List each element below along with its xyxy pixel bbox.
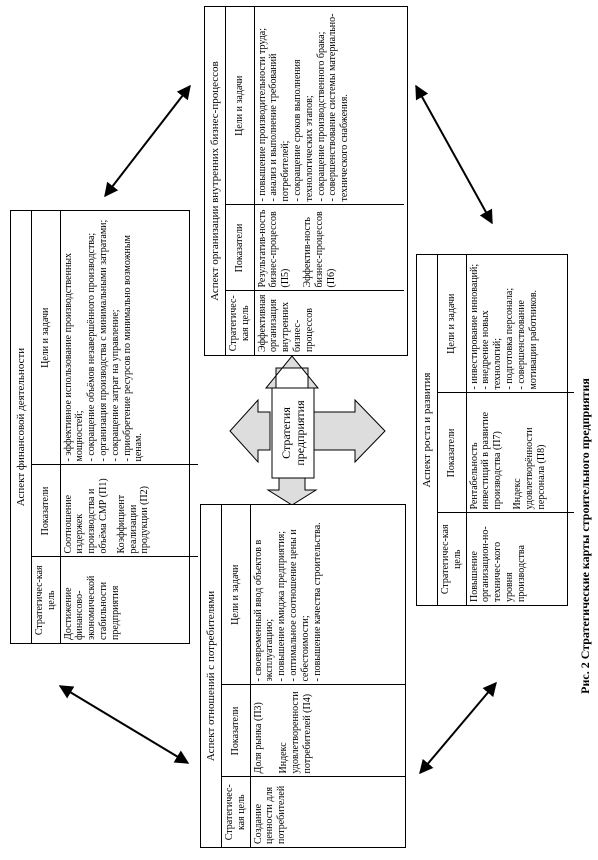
task-item: - совершенствование системы материально-технического снабжения. (327, 13, 351, 202)
financial-tasks (60, 211, 198, 465)
processes-indicators (254, 205, 404, 291)
growth-tasks (466, 255, 574, 393)
growth-indicators (466, 393, 574, 513)
indicator-p1: Соотношение издержек производства и объёма СМР (П1) (62, 478, 109, 554)
panel-financial-title: Аспект финансовой деятельности (11, 211, 32, 643)
center-arrow-right (314, 400, 385, 462)
task-item: - инвестирование инноваций; (468, 263, 480, 390)
task-item: - сокращение производственного брака; (315, 31, 327, 202)
processes-goal: Эффективная организация внутренних бизнес-процессов (254, 291, 404, 355)
center-arrow-left (230, 400, 270, 462)
financial-table (32, 211, 198, 643)
figure-caption: Рис. 2 Стратегические карты строительного предприятия (578, 378, 592, 694)
customers-table (222, 505, 406, 847)
task-item: - сокращение затрат на управление; (109, 309, 121, 462)
panel-processes-title: Аспект организации внутренних бизнес-процессов (205, 7, 226, 355)
processes-table (226, 7, 404, 355)
strategy-label-line2: предприятия (293, 400, 307, 466)
task-item: - своевременный ввод объектов в эксплуатацию; (252, 539, 276, 682)
indicator-p3: Доля рынка (П3) (252, 702, 264, 774)
task-item: - приобретение ресурсов по минимально возможным ценам. (121, 235, 145, 462)
panel-processes (204, 6, 408, 356)
panel-customers (200, 504, 406, 848)
header-indicators: Показатели (222, 685, 250, 777)
task-item: - подготовка персонала; (503, 287, 515, 390)
processes-tasks (254, 7, 404, 205)
header-goal: Стратегичес-кая цель (226, 291, 254, 355)
task-item: - повышение имиджа предприятия; (276, 530, 288, 682)
header-tasks: Цели и задачи (222, 505, 250, 685)
customers-indicators (250, 685, 406, 777)
header-indicators: Показатели (226, 205, 254, 291)
task-item: - внедрение новых технологий; (480, 310, 504, 390)
task-item: - повышение производительности труда; (256, 27, 268, 202)
header-indicators: Показатели (438, 393, 466, 513)
task-item: - сокращение объёмов незавершённого производства; (86, 232, 98, 462)
header-tasks: Цели и задачи (438, 255, 466, 393)
indicator-p5: Результатив-ность бизнес-процессов (П5) (256, 209, 292, 288)
indicator-p8: Индекс удовлетворённости персонала (П8) (511, 427, 547, 510)
task-item: - сокращение сроков выполнения технологических этапов; (291, 59, 315, 202)
strategy-label-line1: Стратегия (279, 407, 294, 459)
panel-customers-title: Аспект отношений с потребителями (201, 505, 222, 847)
panel-growth (416, 254, 568, 606)
task-item: - совершенствование мотивации работников. (515, 289, 539, 390)
financial-indicators (60, 465, 198, 557)
header-tasks: Цели и задачи (226, 7, 254, 205)
strategy-label (274, 388, 314, 478)
customers-goal: Создание ценности для потребителей (250, 777, 406, 847)
growth-table (438, 255, 574, 605)
task-item: - оптимальное соотношение цены и себестоимости; (287, 529, 311, 682)
indicator-p2: Коэффициент реализации продукции (П2) (115, 486, 151, 554)
header-goal: Стратегичес-кая цель (438, 513, 466, 605)
center-arrow-up (266, 356, 318, 388)
indicator-p7: Рентабельность инвестиций в развитие производства (П7) (468, 411, 504, 510)
panel-growth-title: Аспект роста и развития (417, 255, 438, 605)
task-item: - эффективное использование производственных мощностей; (62, 252, 86, 462)
indicator-p6: Эффектив-ность бизнес-процессов (П6) (301, 211, 337, 288)
center-arrow-down (268, 478, 316, 505)
task-item: - повышение качества строительства. (311, 522, 323, 682)
task-item: - анализ и выполнение требований потребителей; (268, 53, 292, 202)
header-goal: Стратегичес-кая цель (222, 777, 250, 847)
task-item: - организация производства с минимальными затратами; (97, 219, 109, 462)
financial-goal: Достижение финансово-экономической стабильности предприятия (60, 557, 198, 643)
header-tasks: Цели и задачи (32, 211, 60, 465)
panel-financial (10, 210, 190, 644)
customers-tasks (250, 505, 406, 685)
growth-goal: Повышение организацион-но-техничес-кого уровня производства (466, 513, 574, 605)
indicator-p4: Индекс удовлетворенности потребителей (П4) (278, 691, 313, 774)
header-goal: Стратегичес-кая цель (32, 557, 60, 643)
header-indicators: Показатели (32, 465, 60, 557)
